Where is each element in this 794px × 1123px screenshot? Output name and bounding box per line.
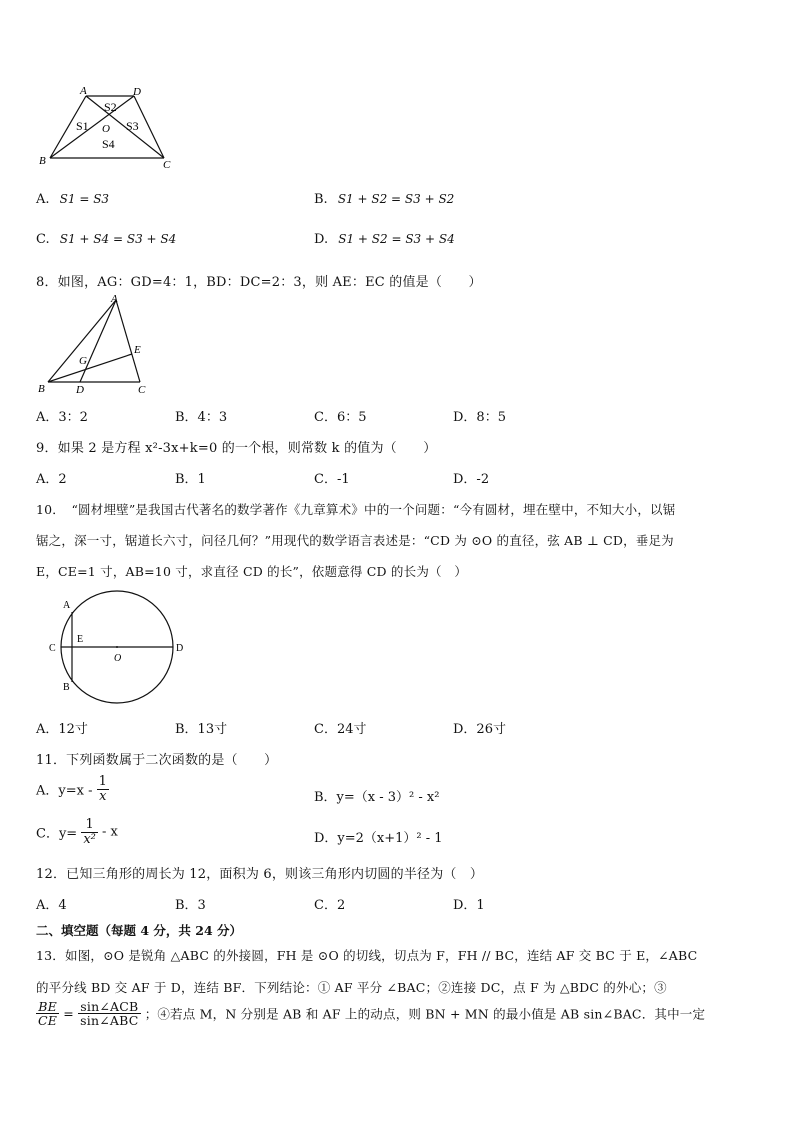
q10-line2: 锯之，深一寸，锯道长六寸，问径几何？”用现代的数学语言表述是：“CD 为 ⊙O 的直径，弦 AB ⊥ CD，垂足为 [36, 533, 674, 548]
fraction-denominator: sin∠ABC [80, 1013, 139, 1029]
q9-option-b[interactable]: B．1 [175, 472, 206, 487]
label-C: C [163, 159, 171, 171]
section-title: 二、填空题（每题 4 分，共 24 分） [36, 923, 243, 938]
q12-option-d[interactable]: D．1 [453, 898, 485, 913]
fraction-be-ce [36, 1000, 59, 1027]
label-S3: S3 [126, 119, 139, 133]
label-B: B [39, 155, 46, 167]
fraction-denominator: CE [38, 1013, 58, 1029]
label-S2: S2 [104, 100, 117, 114]
q8-option-b[interactable]: B．4：3 [175, 410, 228, 425]
label-A: A [63, 600, 71, 611]
q8-option-c[interactable]: C．6：5 [314, 410, 367, 425]
label-D: D [133, 86, 141, 98]
q9-option-a[interactable]: A．2 [36, 472, 67, 487]
q13-line2: 的平分线 BD 交 AF 于 D，连结 BF．下列结论：① AF 平分 ∠BAC；②连接 DC，点 F 为 △BDC 的外心；③ [36, 980, 667, 995]
q11-option-c[interactable] [36, 818, 118, 846]
q13-line1: 13．如图，⊙O 是锐角 △ABC 的外接圆，FH 是 ⊙O 的切线，切点为 F，FH // BC，连结 AF 交 BC 于 E，∠ABC [36, 948, 698, 963]
fraction-sin [78, 1000, 140, 1027]
q12-option-b[interactable]: B．3 [175, 898, 206, 913]
label-D: D [76, 384, 84, 396]
q11-option-a[interactable] [36, 775, 109, 803]
q11-option-b[interactable]: B．y=（x - 3）² - x² [314, 790, 440, 805]
fraction-denominator: x [99, 788, 107, 804]
triangle-figure [36, 292, 156, 396]
q9-option-d[interactable]: D．-2 [453, 472, 490, 487]
fraction-denominator: x² [83, 831, 96, 847]
option-text: C．y= [36, 826, 78, 842]
fraction-numerator: 1 [81, 818, 98, 833]
label-C: C [49, 643, 56, 654]
q13-line3-text: ；④若点 M，N 分别是 AB 和 AF 上的动点，则 BN + MN 的最小值是 AB sin∠BAC．其中一定 [144, 1006, 706, 1022]
label-S1: S1 [76, 119, 89, 133]
q8-option-a[interactable]: A．3：2 [36, 410, 88, 425]
option-expr: S1 = S3 [59, 192, 110, 206]
label-C: C [138, 384, 146, 396]
fraction-numerator: BE [36, 1000, 59, 1014]
label-D: D [176, 643, 184, 654]
q7-option-d[interactable] [314, 232, 455, 247]
fraction [81, 818, 98, 846]
option-expr: S1 + S4 = S3 + S4 [59, 232, 177, 246]
option-expr: S1 + S2 = S3 + S2 [337, 192, 455, 206]
fraction-numerator: sin∠ACB [78, 1000, 140, 1014]
label-S4: S4 [102, 137, 115, 151]
q7-option-a[interactable] [36, 192, 109, 207]
option-letter: C. [36, 232, 50, 247]
option-letter: D. [314, 232, 329, 247]
q10-option-d[interactable]: D．26寸 [453, 722, 506, 737]
label-G: G [79, 355, 87, 367]
option-letter: B. [314, 192, 328, 207]
q12-stem: 12．已知三角形的周长为 12，面积为 6，则该三角形内切圆的半径为（ ） [36, 867, 484, 882]
q8-option-d[interactable]: D．8：5 [453, 410, 506, 425]
option-text: A．y=x - [36, 783, 93, 799]
q7-option-c[interactable] [36, 232, 176, 247]
label-E: E [77, 634, 84, 645]
q10-line3: E，CE=1 寸，AB=10 寸，求直径 CD 的长”，依题意得 CD 的长为（ ） [36, 564, 468, 579]
label-O: O [102, 123, 110, 135]
option-expr: S1 + S2 = S3 + S4 [338, 232, 455, 246]
q13-line3: $\frac{BE}{CE}$ = $\frac{\text{sin∠ACB}}{\text{sin∠ABC}}$ ；④若点 M，N 分别是 AB 和 AF 上的动点，则 BN + MN 的最小值是 AB sin∠BAC．其中一定 [38, 999, 706, 1029]
label-B: B [38, 383, 45, 395]
fraction-numerator: 1 [98, 774, 107, 789]
fraction [97, 775, 109, 803]
option-text: - x [102, 824, 118, 840]
label-B: B [63, 682, 70, 693]
label-A: A [111, 293, 118, 305]
option-letter: A. [36, 192, 50, 207]
label-A: A [80, 85, 87, 97]
q11-option-d[interactable]: D．y=2（x+1）² - 1 [314, 831, 443, 846]
q10-option-b[interactable]: B．13寸 [175, 722, 228, 737]
q12-option-c[interactable]: C．2 [314, 898, 346, 913]
q11-stem: 11．下列函数属于二次函数的是（ ） [36, 753, 278, 768]
q8-stem: 8．如图，AG：GD=4：1，BD：DC=2：3，则 AE：EC 的值是（ ） [36, 275, 482, 290]
q12-option-a[interactable]: A．4 [36, 898, 67, 913]
q10-option-a[interactable]: A．12寸 [36, 722, 88, 737]
q9-stem: 9．如果 2 是方程 x²-3x+k=0 的一个根，则常数 k 的值为（ ） [36, 441, 437, 456]
q10-option-c[interactable]: C．24寸 [314, 722, 367, 737]
q7-option-b[interactable] [314, 192, 454, 207]
q9-option-c[interactable]: C．-1 [314, 472, 350, 487]
q10-line1: 10． “圆材埋壁”是我国古代著名的数学著作《九章算术》中的一个问题：“今有圆材，埋在壁中，不知大小，以锯 [36, 502, 676, 517]
trapezoid-figure [36, 84, 176, 174]
label-E: E [134, 344, 141, 356]
circle-figure [44, 588, 194, 708]
label-O: O [114, 653, 122, 664]
